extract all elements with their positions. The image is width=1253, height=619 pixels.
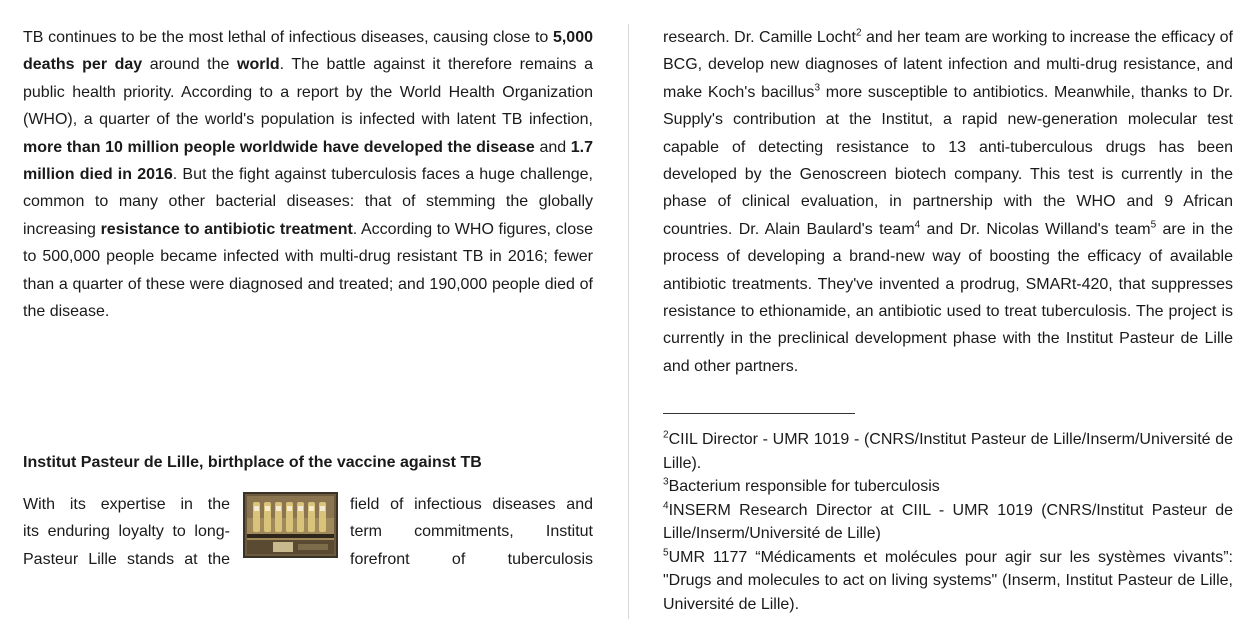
footnote-text: UMR 1177 “Médicaments et molécules pour agir sur les systèmes vivants”: "Drugs and molecules to act on living systems" (Inserm, Institut Pasteur de Lille, Université de Lille). <box>663 548 1233 613</box>
text-line: With its expertise in the <box>23 496 230 513</box>
research-paragraph <box>663 24 1233 380</box>
text-run: TB continues to be the most lethal of infectious diseases, causing close to <box>23 29 553 46</box>
bold-world: world <box>237 56 280 74</box>
bold-deaths-per-day: 5,000 deaths per day <box>23 29 593 74</box>
laboratory-photo <box>243 492 338 558</box>
text-line: term commitments, Institut <box>350 523 593 541</box>
footnote <box>663 499 1233 546</box>
text-run: more susceptible to antibiotics. Meanwhile, thanks to Dr. Supply's contribution at the Institut, a rapid new-generation molecular test capable of detecting resistance to 13 anti-tuberculous drugs has been developed by the Genoscreen biotech company. This test is currently in the phase of clinical evaluation, in partnership with the WHO and 9 African countries. Dr. Alain Baulard's team <box>663 83 1233 238</box>
text-line: Pasteur Lille stands at the <box>23 550 230 568</box>
text-run: are in the process of developing a brand-new way of boosting the efficacy of available antibiotic treatments. They've invented a prodrug, SMARt-420, that suppresses resistance to ethionamide, an antibiotic used to treat tuberculosis. The project is currently in the preclinical development phase with the Institut Pasteur de Lille and other partners. <box>663 220 1233 375</box>
intro-paragraph <box>23 24 593 325</box>
footnote <box>663 546 1233 617</box>
text-line: forefront of tuberculosis <box>350 550 593 568</box>
section-heading: Institut Pasteur de Lille, birthplace of the vaccine against TB <box>23 454 482 471</box>
text-line: field of infectious diseases and <box>350 496 593 513</box>
text-run: . The battle against it therefore remains a public health priority. According to a report by the World Health Organization (WHO), a quarter of the world's population is infected with latent TB infection, <box>23 56 594 129</box>
footnote-number: 4 <box>663 500 669 512</box>
bold-1-7-million: 1.7 million died in 2016 <box>23 138 594 184</box>
footnote-text: CIIL Director - UMR 1019 - (CNRS/Institut Pasteur de Lille/Inserm/Université de Lille). <box>663 431 1233 472</box>
text-line: its enduring loyalty to long- <box>23 523 230 541</box>
footnote-ref: 4 <box>914 219 921 231</box>
footnote-number: 2 <box>663 429 669 441</box>
text-run: . But the fight against tuberculosis faces a huge challenge, common to many other bacterial diseases: that of stemming the globally increasing <box>23 166 593 238</box>
footnote-number: 3 <box>663 476 669 488</box>
footnote <box>663 428 1233 475</box>
footnote-text: Bacterium responsible for tuberculosis <box>668 478 940 495</box>
footnote-ref: 2 <box>855 27 862 39</box>
bold-10-million: more than 10 million people worldwide have developed the disease <box>23 138 535 156</box>
text-run: around the <box>142 56 237 74</box>
text-run: research. Dr. Camille Locht <box>663 29 856 46</box>
left-column <box>23 24 593 325</box>
footnote-separator <box>663 413 855 414</box>
footnotes <box>663 428 1233 616</box>
text-run: and her team are working to increase the efficacy of BCG, develop new diagnoses of latent infection and multi-drug resistance, and make Koch's bacillus <box>663 29 1233 101</box>
column-divider <box>628 24 629 619</box>
footnote-ref: 5 <box>1150 219 1157 231</box>
right-column <box>663 24 1233 380</box>
footnote-text: INSERM Research Director at CIIL - UMR 1019 (CNRS/Institut Pasteur de Lille/Inserm/Université de Lille) <box>663 501 1233 542</box>
text-run: and <box>534 138 571 156</box>
footnote <box>663 475 1233 499</box>
text-run: and Dr. Nicolas Willand's team <box>920 220 1151 238</box>
footnote-number: 5 <box>663 547 669 559</box>
footnote-ref: 3 <box>814 82 820 94</box>
text-run: . According to WHO figures, close to 500,000 people became infected with multi-drug resistant TB in 2016; fewer than a quarter of these were diagnosed and treated; and 190,000 people died of the disease. <box>23 220 593 321</box>
institut-text-left <box>23 491 230 573</box>
institut-paragraph <box>23 491 593 573</box>
institut-text-right <box>350 491 593 573</box>
bold-resistance: resistance to antibiotic treatment <box>100 220 353 238</box>
